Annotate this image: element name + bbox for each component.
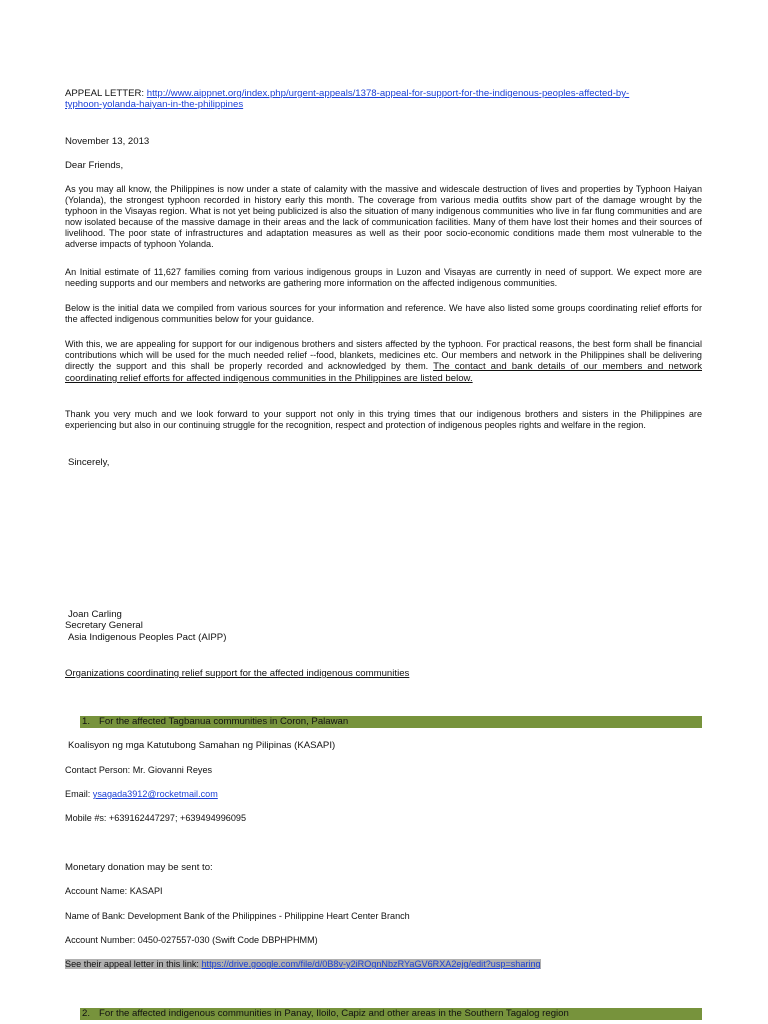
- appeal-link-line: [65, 959, 541, 970]
- email-link[interactable]: ysagada3912@rocketmail.com: [92, 789, 218, 799]
- appeal-url-link[interactable]: http://www.aippnet.org/index.php/urgent-appeals/1378-appeal-for-support-for-the-indigenous-peoples-affected-by-: [146, 88, 630, 99]
- mobile-numbers: Mobile #s: +639162447297; +639494996095: [65, 813, 247, 823]
- section-2-bar: [80, 1008, 702, 1020]
- email-line: [65, 789, 218, 800]
- orgs-heading: Organizations coordinating relief support for the affected indigenous communities: [65, 668, 410, 679]
- signer-name: Joan Carling: [68, 609, 122, 620]
- section-1-bar: [80, 716, 702, 728]
- account-number: Account Number: 0450-027557-030 (Swift Code DBPHPHMM): [65, 935, 318, 945]
- section-1-number: 1.: [82, 716, 91, 727]
- paragraph-3: Below is the initial data we compiled from various sources for your information and reference. We have also listed some groups coordinating relief efforts for the affected indigenous communities below for your guidance.: [65, 303, 702, 324]
- paragraph-4: [65, 339, 702, 385]
- paragraph-1: As you may all know, the Philippines is now under a state of calamity with the massive and widescale destruction of lives and properties by Typhoon Haiyan (Yolanda), the strongest typhoon recorded in history early this month. The coverage from various media outfits show part of the damage wrought by the typhoon in the Visayas region. What is not yet being publicized is also the situation of many indigenous communities who live in far flung communities and are now isolated because of the massive damage in their areas and the lack of communication facilities. Many of them have lost their homes and their sources of livelihood. The poor state of infrastructures and adaptation measures as well as their poor socio-economic conditions made them most vulnerable to the adverse impacts of typhoon Yolanda.: [65, 184, 702, 249]
- org-name: Koalisyon ng mga Katutubong Samahan ng Pilipinas (KASAPI): [68, 740, 336, 751]
- bank-name: Name of Bank: Development Bank of the Philippines - Philippine Heart Center Branch: [65, 911, 410, 921]
- letter-salutation: Dear Friends,: [65, 160, 124, 171]
- account-name: Account Name: KASAPI: [65, 886, 163, 896]
- appeal-link-label: See their appeal letter in this link:: [65, 959, 202, 969]
- contact-person: Contact Person: Mr. Giovanni Reyes: [65, 765, 213, 775]
- email-label: Email:: [65, 789, 93, 799]
- section-2-number: 2.: [82, 1008, 91, 1019]
- appeal-label: APPEAL LETTER:: [65, 88, 147, 99]
- appeal-url-link-cont[interactable]: typhoon-yolanda-haiyan-in-the-philippines: [65, 99, 244, 110]
- paragraph-4-underlined: The contact and bank details of our members and network coordinating relief efforts for affected indigenous communities in the Philippines are listed below.: [65, 361, 702, 384]
- paragraph-2: An Initial estimate of 11,627 families coming from various indigenous groups in Luzon and Visayas are currently in need of support. We expect more are needing supports and our members and networks are gathering more information on the affected indigenous communities.: [65, 267, 702, 288]
- section-2-title: For the affected indigenous communities in Panay, Iloilo, Capiz and other areas in the Southern Tagalog region: [99, 1008, 569, 1019]
- appeal-url-line2: [65, 99, 243, 111]
- paragraph-4-text: With this, we are appealing for support for our indigenous brothers and sisters affected by the typhoon. For practical reasons, the best form shall be financial contributions which will be used for the much needed relief --food, blankets, medicines etc. Our members and network in the Philippines shall be delivering directly the support and this shall be properly recorded and acknowledged by them.: [65, 339, 702, 371]
- signer-title: Secretary General: [65, 620, 143, 631]
- paragraph-5: Thank you very much and we look forward to your support not only in this trying times that our indigenous brothers and sisters in the Philippines are experiencing but also in our continuing struggle for the recognition, respect and protection of indigenous peoples rights and welfare in the region.: [65, 409, 702, 430]
- section-1-title: For the affected Tagbanua communities in Coron, Palawan: [99, 716, 349, 727]
- signer-org: Asia Indigenous Peoples Pact (AIPP): [68, 632, 227, 643]
- appeal-drive-link[interactable]: https://drive.google.com/file/d/0B8v-y2iROgnNbzRYaGV6RXA2ejg/edit?usp=sharing: [201, 959, 541, 969]
- letter-date: November 13, 2013: [65, 136, 150, 147]
- donation-intro: Monetary donation may be sent to:: [65, 862, 213, 873]
- letter-closing: Sincerely,: [68, 457, 110, 468]
